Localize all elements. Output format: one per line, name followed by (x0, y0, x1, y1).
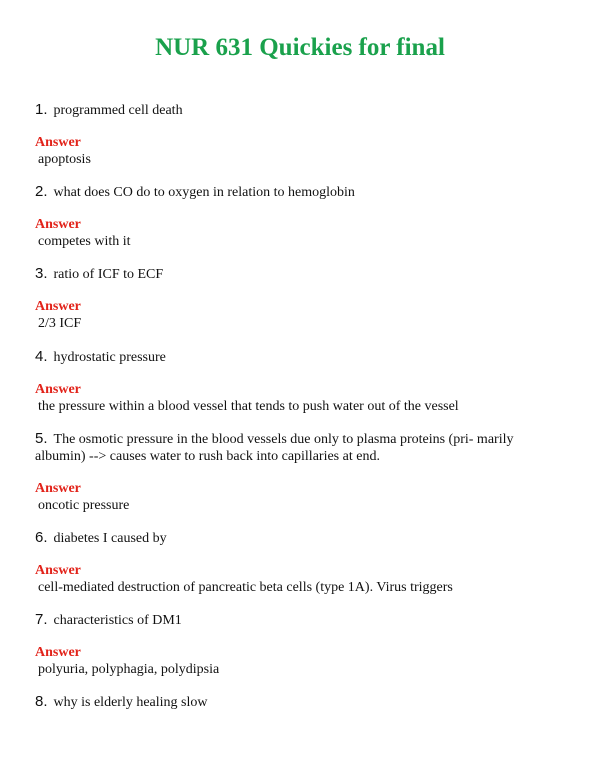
answer-label: Answer (35, 563, 81, 578)
quiz-item-2 (35, 183, 555, 250)
quiz-item-3 (35, 265, 555, 332)
question-number: 7. (35, 611, 48, 628)
question-text: ratio of ICF to ECF (53, 267, 164, 282)
question-3 (35, 265, 555, 283)
quiz-item-7 (35, 611, 555, 678)
document-title: NUR 631 Quickies for final (155, 34, 445, 61)
answer-label: Answer (35, 299, 81, 314)
question-number: 2. (35, 183, 48, 200)
quiz-item-5 (35, 430, 555, 514)
answer-label: Answer (35, 382, 81, 397)
question-1 (35, 101, 555, 119)
question-number: 4. (35, 348, 48, 365)
answer-label: Answer (35, 481, 81, 496)
question-number: 8. (35, 693, 48, 710)
question-text: what does CO do to oxygen in relation to hemoglobin (53, 185, 355, 200)
question-number: 5. (35, 430, 48, 447)
quiz-item-8 (35, 693, 555, 711)
answer-label: Answer (35, 645, 81, 660)
question-7 (35, 611, 555, 629)
question-number: 1. (35, 101, 48, 118)
answer-text: apoptosis (38, 152, 91, 167)
answer-label: Answer (35, 135, 81, 150)
quiz-item-6 (35, 529, 555, 596)
question-text: characteristics of DM1 (53, 613, 182, 628)
answer-text: oncotic pressure (38, 498, 130, 513)
question-8 (35, 693, 555, 711)
answer-text: polyuria, polyphagia, polydipsia (38, 662, 220, 677)
question-number: 3. (35, 265, 48, 282)
question-text: programmed cell death (53, 103, 183, 118)
answer-text: cell-mediated destruction of pancreatic beta cells (type 1A). Virus triggers (38, 580, 453, 595)
question-4 (35, 348, 555, 366)
answer-label: Answer (35, 217, 81, 232)
question-text: hydrostatic pressure (53, 350, 166, 365)
question-text: The osmotic pressure in the blood vessels due only to plasma proteins (pri- marily albumin) --> causes water to rush back into capillaries at end. (35, 432, 514, 464)
question-6 (35, 529, 555, 547)
answer-text: the pressure within a blood vessel that tends to push water out of the vessel (38, 399, 459, 414)
answer-text: 2/3 ICF (38, 316, 82, 331)
quiz-item-1 (35, 101, 555, 168)
quiz-item-4 (35, 348, 555, 415)
question-text: why is elderly healing slow (53, 695, 208, 710)
question-number: 6. (35, 529, 48, 546)
question-text: diabetes I caused by (53, 531, 167, 546)
question-5 (35, 430, 555, 465)
question-2 (35, 183, 555, 201)
answer-text: competes with it (38, 234, 131, 249)
